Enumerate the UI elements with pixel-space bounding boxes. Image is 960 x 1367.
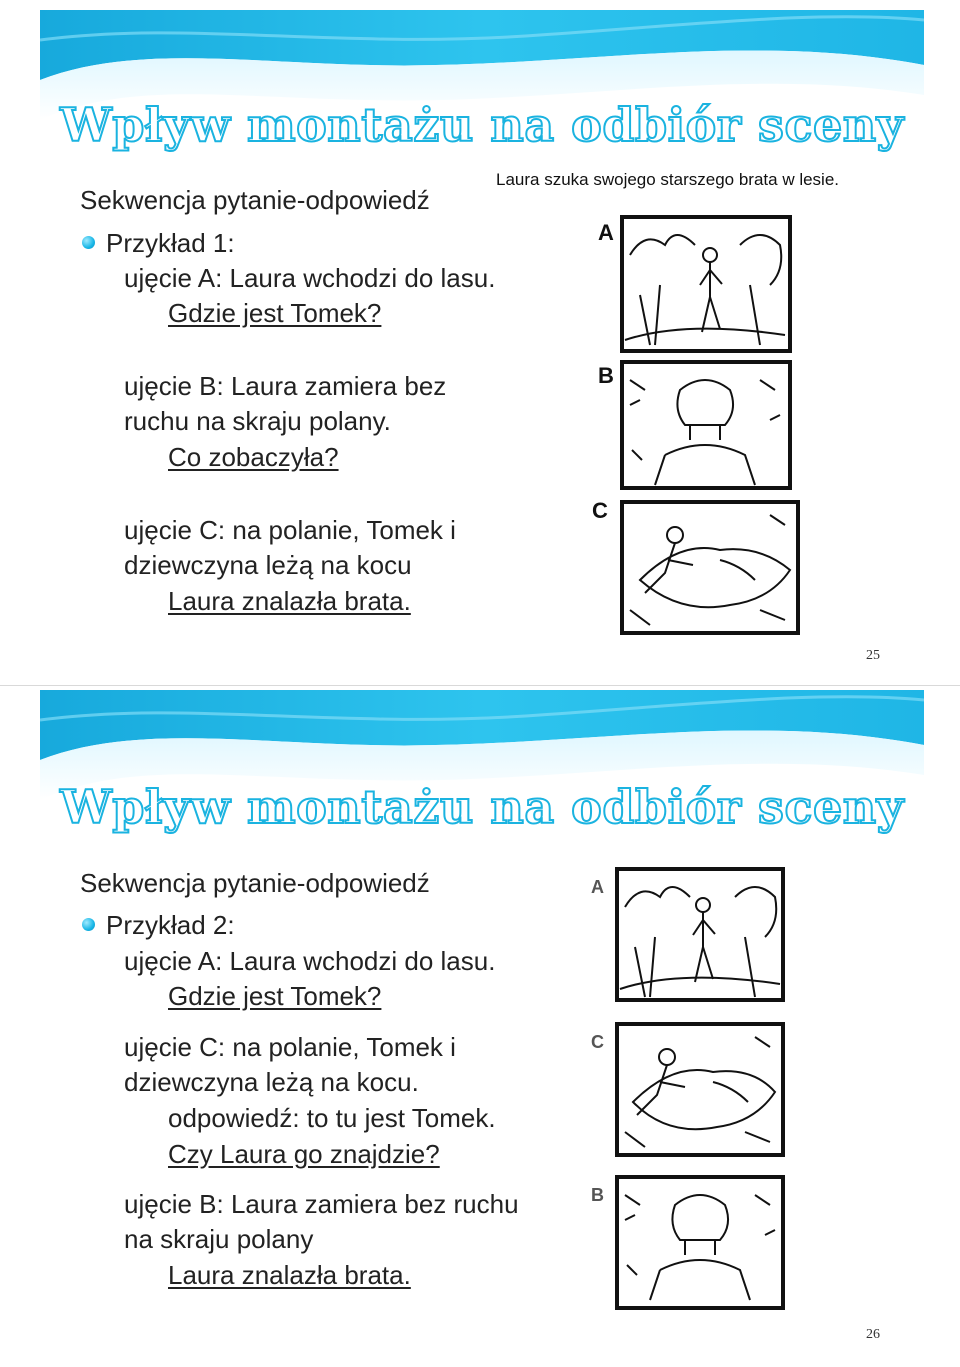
panel-letter: A bbox=[591, 877, 604, 897]
storyboard-panel-c bbox=[615, 1022, 785, 1157]
storyboard-caption: Laura szuka swojego starszego brata w lesie. bbox=[496, 170, 840, 189]
question-line: Co zobaczyła? bbox=[168, 442, 339, 472]
page-number: 25 bbox=[866, 648, 880, 663]
shot-line: dziewczyna leżą na kocu bbox=[124, 550, 412, 580]
bullet-icon bbox=[82, 236, 95, 249]
slide-26 bbox=[40, 690, 924, 1358]
panel-letter: C bbox=[592, 498, 608, 523]
question-line: Gdzie jest Tomek? bbox=[168, 981, 382, 1011]
shot-line: dziewczyna leżą na kocu. bbox=[124, 1067, 419, 1097]
storyboard-panel-c bbox=[620, 500, 800, 635]
answer-line: Laura znalazła brata. bbox=[168, 586, 411, 616]
shot-line: ujęcie B: Laura zamiera bez ruchu bbox=[124, 1189, 519, 1219]
answer-line: Laura znalazła brata. bbox=[168, 1260, 411, 1290]
shot-line: ujęcie C: na polanie, Tomek i bbox=[124, 515, 456, 545]
storyboard-panel-b bbox=[615, 1175, 785, 1310]
question-line: Gdzie jest Tomek? bbox=[168, 298, 382, 328]
slide-title: Wpływ montażu na odbiór sceny bbox=[60, 780, 904, 834]
answer-line: odpowiedź: to tu jest Tomek. bbox=[168, 1103, 496, 1133]
storyboard-image bbox=[585, 857, 810, 1327]
shot-line: ujęcie B: Laura zamiera bez bbox=[124, 371, 447, 401]
slide-separator bbox=[0, 685, 960, 686]
bullet-icon bbox=[82, 918, 95, 931]
shot-line: ujęcie A: Laura wchodzi do lasu. bbox=[124, 263, 496, 293]
question-line: Czy Laura go znajdzie? bbox=[168, 1139, 440, 1169]
storyboard-panel-a bbox=[620, 215, 792, 353]
panel-letter: B bbox=[598, 363, 614, 388]
example-label: Przykład 1: bbox=[106, 228, 235, 258]
section-heading: Sekwencja pytanie-odpowiedź bbox=[80, 868, 430, 898]
panel-letter: C bbox=[591, 1032, 604, 1052]
storyboard-panel-b bbox=[620, 360, 792, 490]
section-heading: Sekwencja pytanie-odpowiedź bbox=[80, 185, 430, 215]
example-label: Przykład 2: bbox=[106, 910, 235, 940]
storyboard-panel-a bbox=[615, 867, 785, 1002]
shot-line: ujęcie A: Laura wchodzi do lasu. bbox=[124, 946, 496, 976]
slide-title: Wpływ montażu na odbiór sceny bbox=[60, 98, 904, 152]
shot-line: ruchu na skraju polany. bbox=[124, 406, 391, 436]
panel-letter: B bbox=[591, 1185, 604, 1205]
page-number: 26 bbox=[866, 1327, 880, 1342]
shot-line: na skraju polany bbox=[124, 1224, 314, 1254]
shot-line: ujęcie C: na polanie, Tomek i bbox=[124, 1032, 456, 1062]
panel-letter: A bbox=[598, 220, 614, 245]
slide-25 bbox=[40, 10, 924, 685]
